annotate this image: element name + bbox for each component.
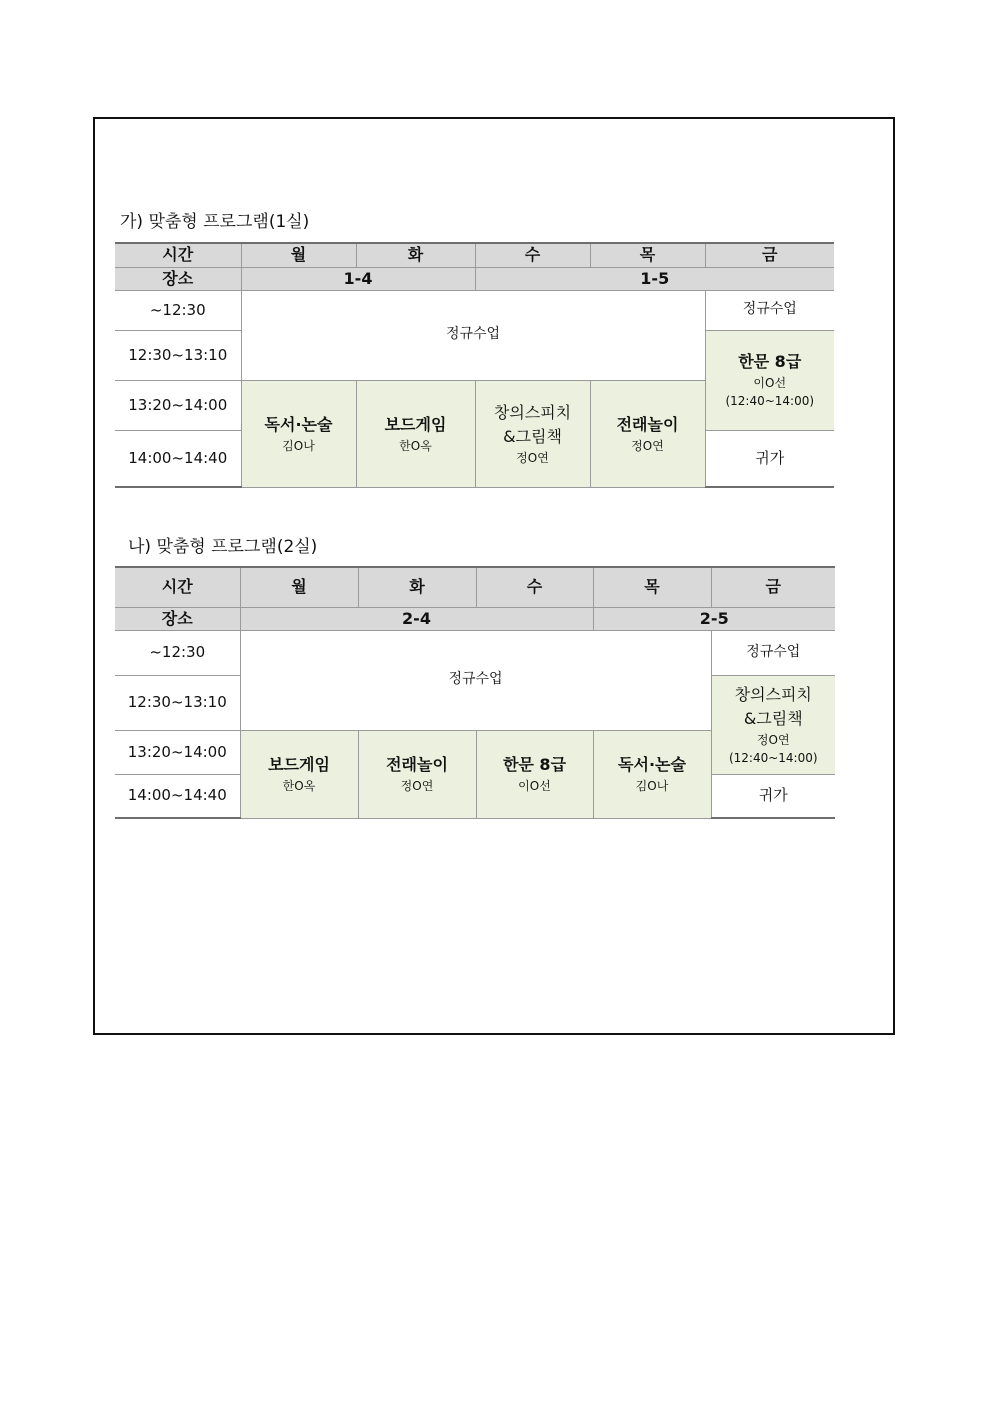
regular-class-cell: 정규수업	[240, 630, 711, 730]
program-name: 전래놀이	[386, 755, 448, 774]
header-thu: 목	[590, 243, 705, 267]
program-teacher: 한O옥	[282, 779, 316, 793]
time-slot-4: 14:00~14:40	[115, 774, 240, 818]
friday-home-cell: 귀가	[711, 774, 835, 818]
header-tue: 화	[356, 243, 475, 267]
time-slot-1: ~12:30	[115, 290, 241, 330]
program-name: 보드게임	[384, 414, 447, 434]
program-name: 보드게임	[268, 755, 330, 774]
program-name-line1: 창의스피치	[493, 402, 572, 422]
header-mon: 월	[240, 567, 358, 607]
program-teacher: 이O선	[518, 779, 551, 793]
program-cell-tue	[358, 730, 476, 818]
program-teacher: 한O옥	[399, 438, 432, 453]
program-name: 한문 8급	[502, 755, 567, 774]
program-name: 독서·논술	[264, 414, 333, 434]
place-room-left: 2-4	[240, 607, 593, 630]
place-room-left: 1-4	[241, 267, 475, 290]
time-slot-2: 12:30~13:10	[115, 330, 241, 380]
place-room-right: 1-5	[475, 267, 834, 290]
program-name-line1: 창의스피치	[734, 684, 812, 704]
program-cell-mon	[240, 730, 358, 818]
place-room-right: 2-5	[593, 607, 835, 630]
regular-class-cell: 정규수업	[241, 290, 705, 380]
time-slot-2: 12:30~13:10	[115, 675, 240, 730]
header-time: 시간	[115, 567, 240, 607]
program-name-line2: &그림책	[503, 426, 562, 446]
place-label: 장소	[115, 607, 240, 630]
time-slot-3: 13:20~14:00	[115, 730, 240, 774]
header-fri: 금	[705, 243, 834, 267]
program-teacher: 정O연	[400, 779, 434, 793]
program-name: 한문 8급	[738, 352, 802, 371]
friday-program-cell	[711, 675, 835, 774]
header-wed: 수	[475, 243, 590, 267]
program-teacher: 김O나	[282, 438, 315, 453]
program-name: 독서·논술	[618, 755, 686, 774]
friday-regular-cell: 정규수업	[705, 290, 834, 330]
friday-regular-cell: 정규수업	[711, 630, 835, 675]
header-tue: 화	[358, 567, 476, 607]
program-teacher: 정O연	[756, 732, 790, 747]
program-teacher: 정O연	[631, 438, 664, 453]
header-time: 시간	[115, 243, 241, 267]
program-time: (12:40~14:00)	[728, 750, 818, 765]
time-slot-3: 13:20~14:00	[115, 380, 241, 430]
program-cell-tue	[356, 380, 475, 487]
section2-title: 나) 맞춤형 프로그램(2실)	[128, 537, 318, 557]
program-cell-thu	[590, 380, 705, 487]
section1-title: 가) 맞춤형 프로그램(1실)	[120, 212, 310, 232]
friday-home-cell: 귀가	[705, 430, 834, 487]
program-teacher: 김O나	[635, 779, 669, 793]
time-slot-1: ~12:30	[115, 630, 240, 675]
header-thu: 목	[593, 567, 711, 607]
program-cell-wed	[476, 730, 593, 818]
place-label: 장소	[115, 267, 241, 290]
header-mon: 월	[241, 243, 356, 267]
program-cell-thu	[593, 730, 711, 818]
program-teacher: 이O선	[753, 376, 787, 390]
time-slot-4: 14:00~14:40	[115, 430, 241, 487]
header-fri: 금	[711, 567, 835, 607]
program-name-line2: &그림책	[743, 708, 803, 728]
program-time: (12:40~14:00)	[725, 394, 815, 408]
program-teacher: 정O연	[516, 450, 549, 465]
friday-program-cell	[705, 330, 834, 430]
program-name: 전래놀이	[616, 414, 679, 434]
program-cell-wed	[475, 380, 590, 487]
program-cell-mon	[241, 380, 356, 487]
schedule-table-1	[115, 242, 834, 488]
schedule-table-2	[115, 566, 835, 819]
header-wed: 수	[476, 567, 593, 607]
